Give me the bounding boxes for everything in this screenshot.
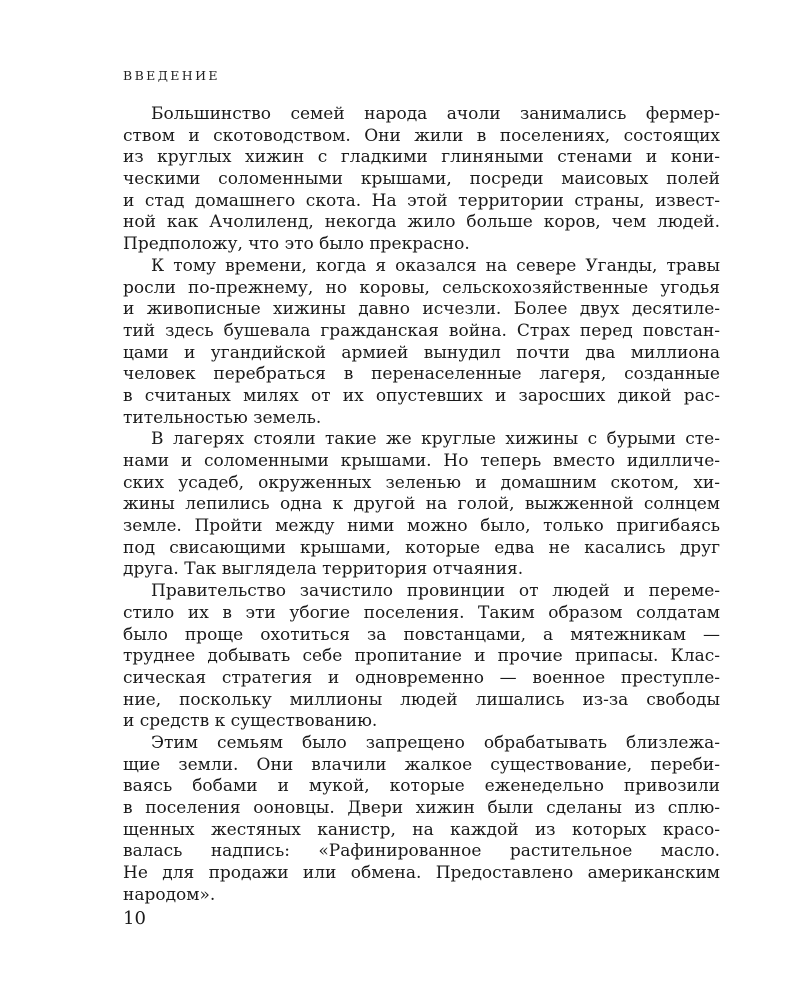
text-line: ских усадеб, окруженных зеленью и домашним скотом, хи- [123, 472, 720, 493]
text-line: сическая стратегия и одновременно — военное преступле- [123, 667, 720, 688]
text-line: жины лепились одна к другой на голой, выжженной солнцем [123, 494, 720, 515]
text-line: ваясь бобами и мукой, которые еженедельно привозили [123, 776, 720, 797]
paragraph [123, 256, 720, 430]
text-line: росли по-прежнему, но коровы, сельскохозяйственные угодья [123, 277, 720, 298]
page-number: 10 [123, 908, 146, 929]
text-line: Большинство семей народа ачоли занимались фермер- [151, 104, 720, 124]
text-line: цами и угандийской армией вынудил почти два миллиона [123, 342, 720, 363]
text-line: земле. Пройти между ними можно было, только пригибаясь [123, 516, 720, 537]
text-line: Не для продажи или обмена. Предоставлено американским [123, 863, 720, 884]
body-text [123, 104, 720, 906]
text-line: было проще охотиться за повстанцами, а мятежникам — [123, 624, 720, 645]
text-line: ческими соломенными крышами, посреди маисовых полей [123, 169, 720, 190]
text-line: в поселения ооновцы. Двери хижин были сделаны из сплю- [123, 798, 720, 818]
paragraph [123, 104, 720, 256]
running-head: ВВЕДЕНИЕ [123, 68, 220, 83]
text-line: и живописные хижины давно исчезли. Более двух десятиле- [123, 299, 720, 320]
paragraph [123, 429, 720, 581]
text-line: в считаных милях от их опустевших и заросших дикой рас- [123, 385, 720, 406]
paragraph [123, 581, 720, 733]
text-line: В лагерях стояли такие же круглые хижины с бурыми сте- [151, 429, 720, 450]
text-line: Предположу, что это было прекрасно. [123, 234, 470, 255]
text-line: и средств к существованию. [123, 711, 378, 732]
text-line: стило их в эти убогие поселения. Таким образом солдатам [123, 602, 720, 623]
text-line: ством и скотоводством. Они жили в поселениях, состоящих [123, 125, 720, 146]
text-line: тительностью земель. [123, 407, 322, 428]
text-line: труднее добывать себе пропитание и прочие припасы. Клас- [123, 646, 720, 667]
text-line: щенных жестяных канистр, на каждой из которых красо- [123, 819, 720, 840]
text-line: под свисающими крышами, которые едва не касались друг [123, 537, 720, 558]
text-line: народом». [123, 884, 216, 905]
text-line: Этим семьям было запрещено обрабатывать близлежа- [151, 732, 720, 753]
text-line: и стад домашнего скота. На этой территории страны, извест- [123, 190, 720, 211]
text-line: человек перебраться в перенаселенные лагеря, созданные [123, 364, 720, 385]
text-line: Правительство зачистило провинции от людей и переме- [151, 581, 720, 602]
text-line: из круглых хижин с гладкими глиняными стенами и кони- [123, 147, 720, 168]
text-line: щие земли. Они влачили жалкое существование, переби- [123, 754, 720, 775]
text-line: нами и соломенными крышами. Но теперь вместо идилличе- [123, 451, 720, 471]
text-line: ной как Ачолиленд, некогда жило больше коров, чем людей. [123, 212, 720, 233]
text-line: тий здесь бушевала гражданская война. Страх перед повстан- [123, 320, 720, 341]
text-line: друга. Так выглядела территория отчаяния. [123, 559, 524, 580]
paragraph [123, 733, 720, 907]
text-line: ние, поскольку миллионы людей лишались из-за свободы [123, 689, 720, 710]
text-line: К тому времени, когда я оказался на севере Уганды, травы [151, 255, 720, 276]
text-line: валась надпись: «Рафинированное растительное масло. [123, 841, 720, 862]
